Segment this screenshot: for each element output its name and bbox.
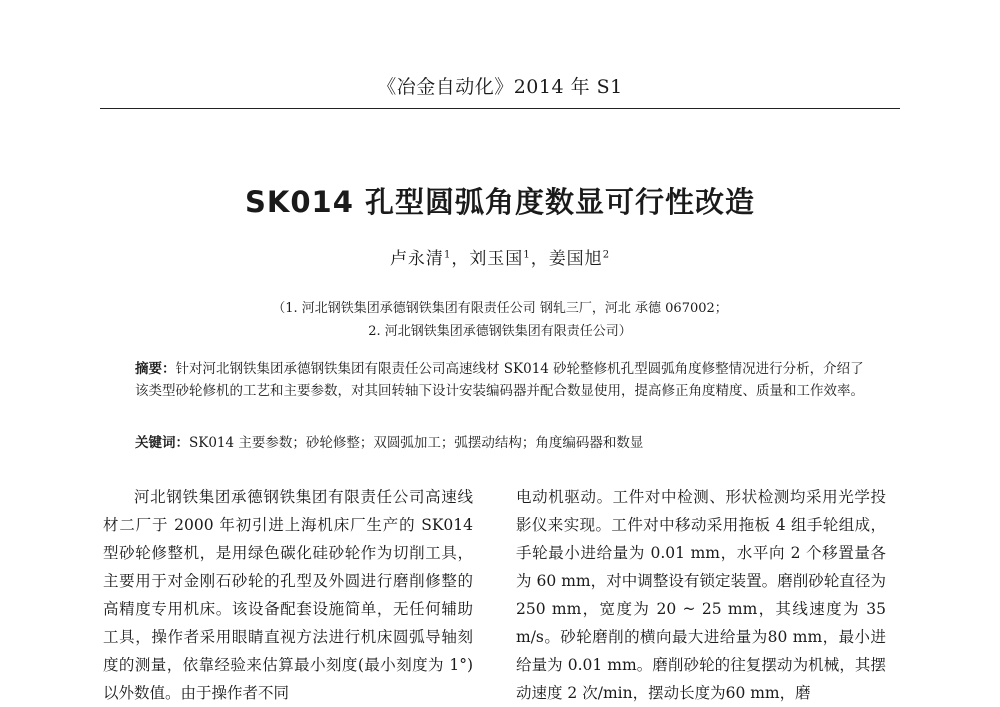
keywords <box>135 432 870 454</box>
abstract-label: 摘要： <box>135 361 176 377</box>
author-separator: ， <box>451 249 470 269</box>
affiliation-line: （1. 河北钢铁集团承德钢铁集团有限责任公司 钢轧三厂，河北 承德 067002； <box>272 301 728 316</box>
header-rule <box>100 108 900 109</box>
abstract <box>135 358 870 402</box>
author-affiliation-mark: 1 <box>523 249 531 261</box>
journal-header: 《冶金自动化》2014 年 S1 <box>377 76 623 98</box>
keywords-text: SK014 主要参数；砂轮修整；双圆弧加工；弧摆动结构；角度编码器和数显 <box>189 435 644 451</box>
body-column-left: 河北钢铁集团承德钢铁集团有限责任公司高速线材二厂于 2000 年初引进上海机床厂生产的 SK014 型砂轮修整机，是用绿色碳化硅砂轮作为切削工具，主要用于对金刚石砂轮的孔型及外圆进行磨削修整的高精度专用机床。该设备配套设施简单，无任何辅助工具，操作者采用眼睛直视方法进行机床圆弧导轴刻度的测量，依靠经验来估算最小刻度(最小刻度为 1°)以外数值。由于操作者不同 <box>103 488 473 702</box>
keywords-label: 关键词： <box>135 435 189 451</box>
author-separator: ， <box>530 249 549 269</box>
author-affiliation-mark: 2 <box>602 249 611 261</box>
body-column-right: 电动机驱动。工件对中检测、形状检测均采用光学投影仪来实现。工件对中移动采用拖板 4 组手轮组成，手轮最小进给量为 0.01 mm，水平向 2 个移置量各为 60 mm，对中调整设有锁定装置。磨削砂轮直径为 250 mm，宽度为 20 ~ 25 mm，其线速度为 35 m/s。砂轮磨削的横向最大进给量为80 mm，最小进给量为 0.01 mm。磨削砂轮的往复摆动为机械，其摆动速度 2 次/min，摆动长度为60 mm，磨 <box>516 488 886 702</box>
author-affiliation-mark: 1 <box>443 249 452 261</box>
author-name: 姜国旭 <box>548 249 603 269</box>
affiliation-line: 2. 河北钢铁集团承德钢铁集团有限责任公司） <box>368 324 632 339</box>
author-name: 刘玉国 <box>469 249 524 269</box>
paper-title: SK014 孔型圆弧角度数显可行性改造 <box>245 185 755 219</box>
author-name: 卢永清 <box>389 249 444 269</box>
author-list <box>0 244 1000 269</box>
abstract-text: 针对河北钢铁集团承德钢铁集团有限责任公司高速线材 SK014 砂轮整修机孔型圆弧角度修整情况进行分析，介绍了该类型砂轮修机的工艺和主要参数，对其回转轴下设计安装编码器并配合数显使用，提高修正角度精度、质量和工作效率。 <box>135 361 864 399</box>
